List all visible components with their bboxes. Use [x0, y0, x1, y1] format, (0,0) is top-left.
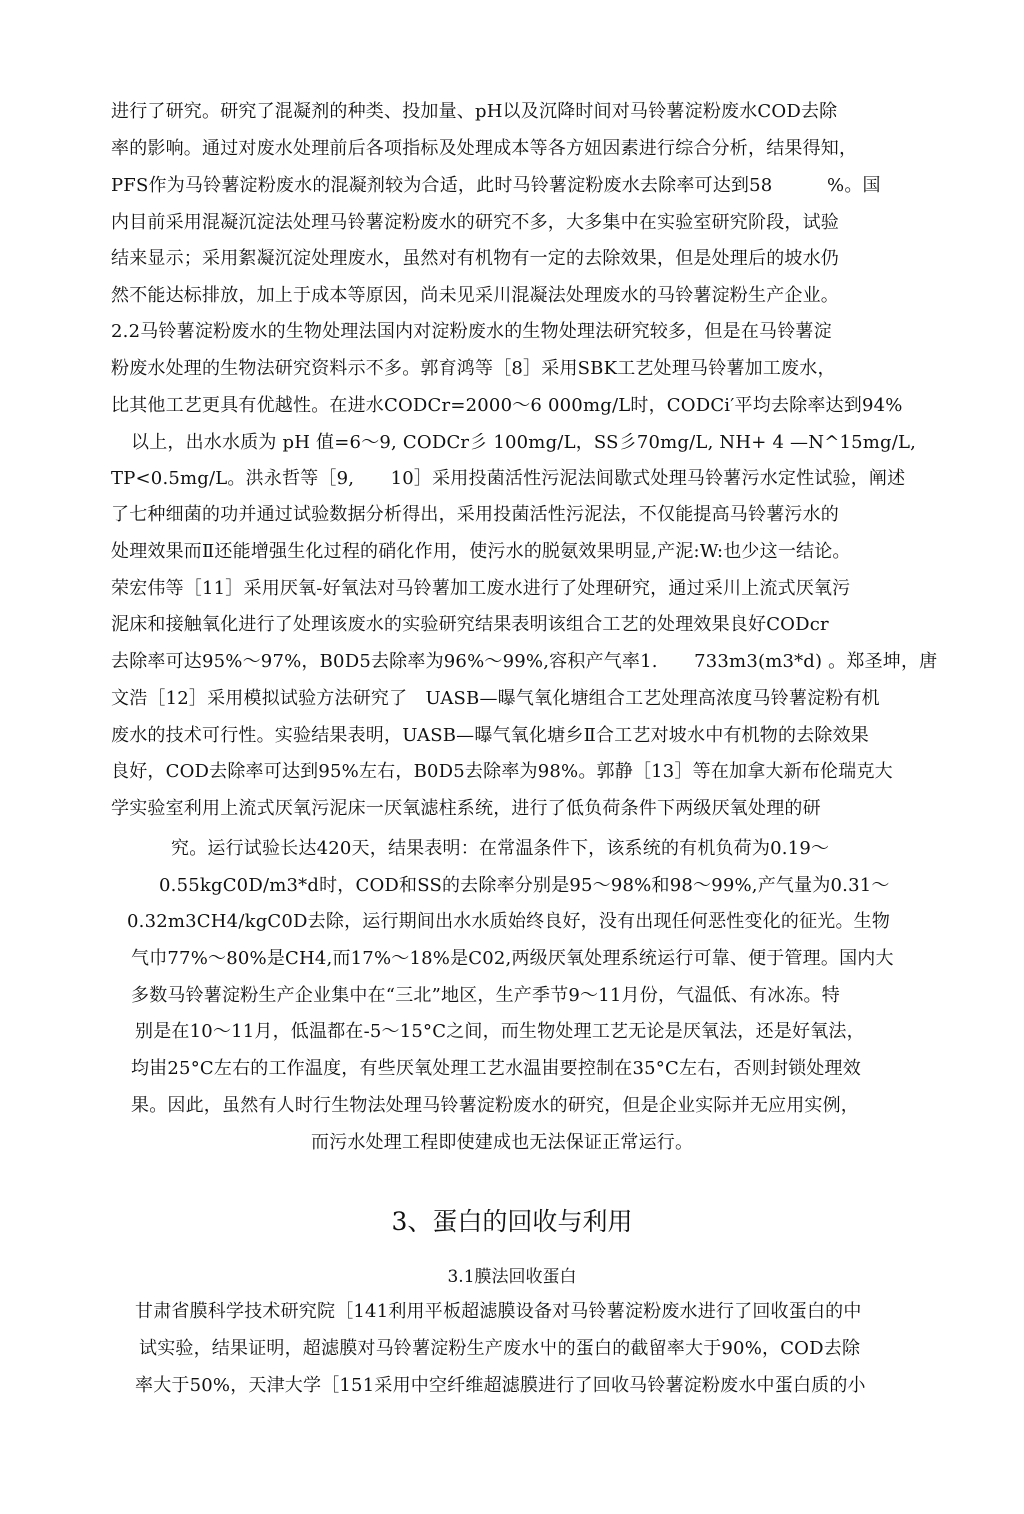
body-line: 学实验室利用上流式厌氧污泥床一厌氧滤柱系统，进行了低负荷条件下两级厌氧处理的研	[111, 798, 821, 819]
body-line: 比其他工艺更具有优越性。在进水CODCr=2000～6 000mg/L时，CODCi′平均去除率达到94%	[111, 395, 903, 416]
section-body-line: 试实验，结果证明，超滤膜对马铃薯淀粉生产废水屮的蛋白的截留率大于90%，COD去除	[139, 1338, 861, 1359]
body-line: 气巾77%～80%是CH4,而17%～18%是C02,两级厌氧处理系统运行可靠、便于管理。国内大	[131, 948, 894, 969]
body-line: 粉废水处理的生物法研究资料示不多。郭育鸿等［8］采用SBK工艺处理马铃薯加工废水，	[111, 358, 836, 379]
body-line: 而污水处理工程即使建成也无法保证正常运行。	[311, 1132, 694, 1153]
body-line: 以上，出水水质为 pH 值=6～9, CODCr彡 100mg/L，SS彡70mg/L, NH+ 4 —N^15mg/L,	[131, 432, 917, 453]
body-line: 良好，COD去除率可达到95%左右，B0D5去除率为98%。郭静［13］等在加拿大新布伦瑞克大	[111, 761, 893, 782]
body-line: 果。因此，虽然有人时行生物法处理马铃薯淀粉废水的研究，但是企业实际并无应用实例，	[131, 1095, 859, 1116]
section-heading: 3、蛋白的回收与利用	[391, 1207, 633, 1236]
body-line: 均峀25°C左右的工作温度，有些厌氧处理工艺水温峀要控制在35°C左右，否则封锁处理效	[131, 1058, 861, 1079]
body-line: TP<0.5mg/L。洪永哲等［9, 10］采用投菌活性污泥法间歇式处理马铃薯污水定性试验，阐述	[111, 468, 906, 489]
section-subheading: 3.1膜法回收蛋白	[447, 1267, 577, 1287]
body-line: 2.2马铃薯淀粉废水的生物处理法国内对淀粉废水的生物处理法研究较多，但是在马铃薯淀	[111, 321, 832, 342]
body-line: 文浩［12］采用模拟试验方法研究了 UASB—曝气氧化塘组合工艺处理高浓度马铃薯淀粉有机	[111, 688, 880, 709]
body-line: 内目前采用混凝沉淀法处理马铃薯淀粉废水的研究不多，大多集中在实验室研究阶段，试验	[111, 212, 839, 233]
body-line: 处理效果而Ⅱ还能增强生化过程的硝化作用，使污水的脱氨效果明显,产泥:W:也少这一结论。	[111, 541, 851, 562]
body-line: 废水的技术可行性。实验结果表明，UASB—曝气氧化塘乡Ⅱ合工艺对坡水中有机物的去除效果	[111, 725, 870, 746]
body-line: 去除率可达95%～97%，B0D5去除率为96%～99%,容积产气率1. 733m3(m3*d) 。郑圣坤，唐	[111, 651, 938, 672]
body-line: 荣宏伟等［11］采用厌氧-好氧法对马铃薯加工废水进行了处理研究，通过采川上流式厌氧污	[111, 578, 851, 599]
body-line: 究。运行试验长达420天，结果表明：在常温条件下，该系统的有机负荷为0.19～	[171, 838, 830, 859]
body-line: 0.55kgC0D/m3*d时，COD和SS的去除率分别是95～98%和98～99%,产气量为0.31～	[159, 875, 890, 896]
body-line: 然不能达标排放，加上于成本等原因，尚未见采川混凝法处理废水的马铃薯淀粉生产企业。	[111, 285, 839, 306]
body-line: PFS作为马铃薯淀粉废水的混凝剂较为合适，此时马铃薯淀粉废水去除率可达到58 %。国	[111, 175, 881, 196]
section-body-line: 率大于50%，天津大学［151采用中空纤维超滤膜进行了回收马铃薯淀粉废水中蛋白质的小	[135, 1375, 866, 1396]
body-line: 泥床和接触氧化进行了处理该废水的实验研究结果表明该组合工艺的处理效果良好CODcr	[111, 614, 829, 635]
body-line: 多数马铃薯淀粉生产企业集中在“三北”地区，生产季节9～11月份，气温低、有冰冻。特	[131, 985, 840, 1006]
body-line: 了七种细菌的功并通过试验数据分析得出，采用投菌活性污泥法，不仅能提高马铃薯污水的	[111, 504, 839, 525]
body-line: 率的影响。通过对废水处理前后各项指标及处理成本等各方妞因素进行综合分析，结果得知，	[111, 138, 858, 159]
body-line: 进行了研究。研究了混凝剂的种类、投加量、pH以及沉降时间对马铃薯淀粉废水COD去除	[111, 101, 838, 122]
body-line: 0.32m3CH4/kgC0D去除，运行期间出水水质始终良好，没有出现任何恶性变化的征光。生物	[127, 911, 891, 932]
body-line: 别是在10～11月，低温都在-5～15°C之间，而生物处理工艺无论是厌氧法，还是好氧法，	[135, 1021, 865, 1042]
section-body-line: 甘肃省膜科学技术研究院［141利用平板超滤膜设备对马铃薯淀粉废水进行了回收蛋白的中	[135, 1301, 862, 1322]
body-line: 结来显示；采用絮凝沉淀处理废水，虽然对有机物有一定的去除效果，但是处理后的坡水仍	[111, 248, 839, 269]
